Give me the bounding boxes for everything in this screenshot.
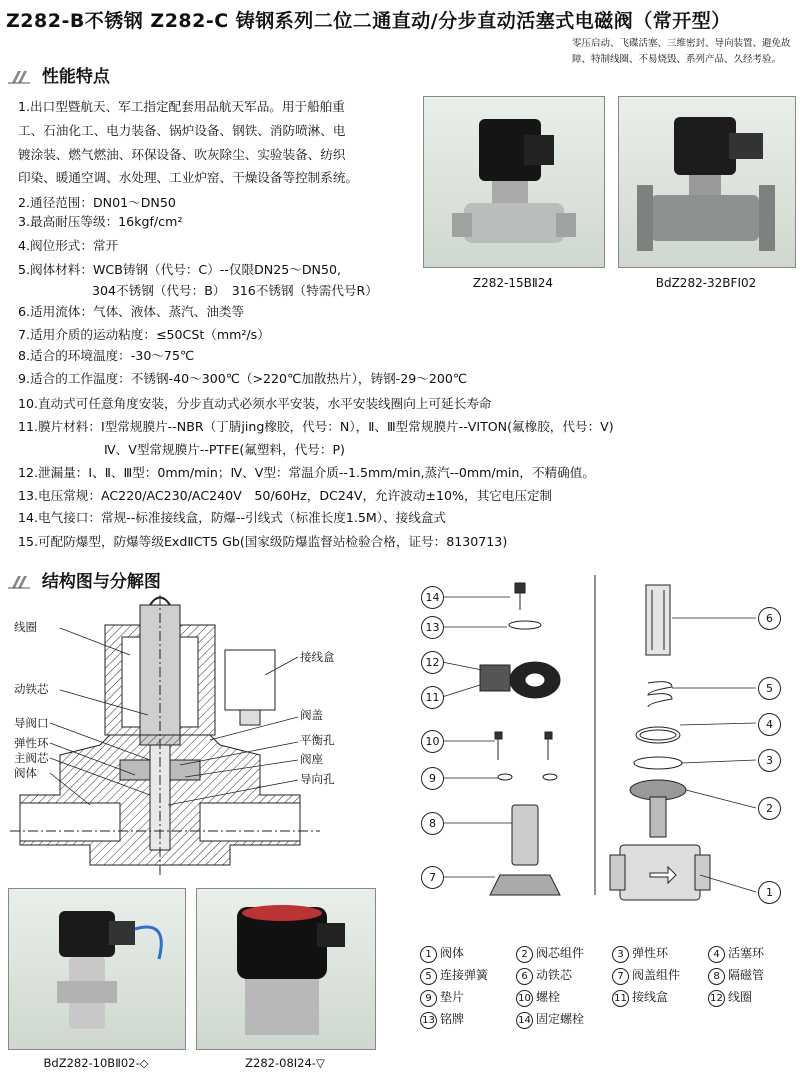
legend-number: 13 xyxy=(420,1012,437,1029)
product-photo-3 xyxy=(8,888,186,1050)
part-callout-7: 7 xyxy=(421,866,444,889)
diagram-label-bonnet: 阀盖 xyxy=(300,708,323,722)
feature-line: 3.最高耐压等级：16kgf/cm² xyxy=(18,214,183,229)
legend-text: 固定螺栓 xyxy=(536,1012,585,1026)
section-structure-title: 结构图与分解图 xyxy=(41,572,161,592)
legend-number: 12 xyxy=(708,990,725,1007)
feature-line: 304不锈钢（代号：B） 316不锈钢（特需代号R） xyxy=(92,283,378,298)
page-title: Z282-B不锈钢 Z282-C 铸钢系列二位二通直动/分步直动活塞式电磁阀（常开型） xyxy=(6,10,731,32)
feature-line: 12.泄漏量：Ⅰ、Ⅱ、Ⅲ型：0mm/min；Ⅳ、Ⅴ型：常温介质--1.5mm/min,蒸汽--0mm/min，不精确值。 xyxy=(18,465,595,480)
feature-line: 11.膜片材料：Ⅰ型常规膜片--NBR（丁腈jing橡胶，代号：N），Ⅱ、Ⅲ型常规膜片--VITON(氟橡胶，代号：V) xyxy=(18,419,614,434)
legend-text: 阀体 xyxy=(440,946,465,960)
legend-item xyxy=(708,944,764,963)
diagram-label-plunger: 动铁芯 xyxy=(14,682,49,696)
legend-text: 线圈 xyxy=(728,990,753,1004)
feature-line: 7.适用介质的运动粘度：≤50CSt（mm²/s） xyxy=(18,327,270,342)
part-callout-9: 9 xyxy=(421,767,444,790)
legend-item xyxy=(516,988,560,1007)
legend-item xyxy=(612,988,668,1007)
part-callout-13: 13 xyxy=(421,616,444,639)
legend-number: 5 xyxy=(420,968,437,985)
feature-line: 9.适合的工作温度：不锈钢-40～300℃（>220℃加散热片），铸钢-29～200℃ xyxy=(18,371,468,386)
legend-number: 9 xyxy=(420,990,437,1007)
legend-number: 7 xyxy=(612,968,629,985)
section-marker-icon xyxy=(8,70,30,84)
feature-line: 工、石油化工、电力装备、锅炉设备、钢铁、消防喷淋、电 xyxy=(18,123,346,138)
legend-text: 螺栓 xyxy=(536,990,561,1004)
legend-item xyxy=(420,988,464,1007)
legend-text: 铭牌 xyxy=(440,1012,465,1026)
exploded-view xyxy=(410,575,800,925)
diagram-label-guide-hole: 导向孔 xyxy=(300,772,335,786)
legend-item xyxy=(420,1010,464,1029)
legend-item xyxy=(612,966,680,985)
section-marker-icon xyxy=(8,575,30,589)
feature-line: 8.适合的环境温度：-30～75℃ xyxy=(18,348,195,363)
legend-number: 3 xyxy=(612,946,629,963)
legend-item xyxy=(516,944,584,963)
part-callout-11: 11 xyxy=(421,686,444,709)
diagram-label-valve-body: 阀体 xyxy=(14,766,37,780)
feature-line: 5.阀体材料：WCB铸钢（代号：C）--仅限DN25～DN50, xyxy=(18,262,341,277)
legend-number: 4 xyxy=(708,946,725,963)
legend-text: 阀芯组件 xyxy=(536,946,585,960)
legend-text: 接线盒 xyxy=(632,990,669,1004)
photo-caption-4: Z282-08Ⅰ24-▽ xyxy=(245,1056,325,1070)
product-photo-1 xyxy=(423,96,605,268)
diagram-label-pilot-port: 导阀口 xyxy=(14,716,49,730)
legend-number: 1 xyxy=(420,946,437,963)
legend-number: 10 xyxy=(516,990,533,1007)
feature-line: 4.阀位形式：常开 xyxy=(18,238,119,253)
part-callout-14: 14 xyxy=(421,586,444,609)
legend-item xyxy=(420,944,464,963)
feature-line: 15.可配防爆型，防爆等级ExdⅡCT5 Gb(国家级防爆监督站检验合格，证号：8130713) xyxy=(18,534,508,549)
legend-text: 连接弹簧 xyxy=(440,968,489,982)
diagram-label-valve-seat: 阀座 xyxy=(300,752,323,766)
part-callout-4: 4 xyxy=(758,713,781,736)
legend-text: 活塞环 xyxy=(728,946,765,960)
diagram-label-coil: 线圈 xyxy=(14,620,37,634)
legend-item xyxy=(708,966,764,985)
diagram-label-junction-box: 接线盒 xyxy=(300,650,335,664)
legend-item xyxy=(516,966,572,985)
cross-section-diagram xyxy=(0,595,400,875)
part-callout-2: 2 xyxy=(758,797,781,820)
part-callout-5: 5 xyxy=(758,677,781,700)
legend-text: 弹性环 xyxy=(632,946,669,960)
legend-text: 垫片 xyxy=(440,990,465,1004)
legend-item xyxy=(708,988,752,1007)
legend-number: 14 xyxy=(516,1012,533,1029)
legend-number: 2 xyxy=(516,946,533,963)
feature-line: 镀涂装、燃气燃油、环保设备、吹灰除尘、实验装备、纺织 xyxy=(18,147,346,162)
part-callout-12: 12 xyxy=(421,651,444,674)
part-callout-3: 3 xyxy=(758,749,781,772)
section-structure-heading xyxy=(8,567,161,592)
part-callout-8: 8 xyxy=(421,812,444,835)
photo-caption-3: BdZ282-10BⅡ02-◇ xyxy=(43,1056,149,1070)
diagram-label-elastic-ring: 弹性环 xyxy=(14,736,49,750)
feature-line: Ⅳ、Ⅴ型常规膜片--PTFE(氟塑料，代号：P) xyxy=(104,442,345,457)
legend-text: 隔磁管 xyxy=(728,968,765,982)
photo-caption-1: Z282-15BⅡ24 xyxy=(472,276,554,290)
diagram-label-balance-hole: 平衡孔 xyxy=(300,733,335,747)
part-callout-6: 6 xyxy=(758,607,781,630)
feature-line: 6.适用流体：气体、液体、蒸汽、油类等 xyxy=(18,304,245,319)
legend-text: 阀盖组件 xyxy=(632,968,681,982)
section-features-heading xyxy=(8,62,110,87)
feature-line: 10.直动式可任意角度安装，分步直动式必须水平安装，水平安装线圈向上可延长寿命 xyxy=(18,396,492,411)
legend-item xyxy=(420,966,488,985)
legend-number: 6 xyxy=(516,968,533,985)
legend-number: 11 xyxy=(612,990,629,1007)
part-callout-1: 1 xyxy=(758,881,781,904)
feature-line: 1.出口型暨航天、军工指定配套用品航天军品。用于船舶重 xyxy=(18,99,345,114)
section-features-title: 性能特点 xyxy=(41,67,110,87)
legend-text: 动铁芯 xyxy=(536,968,573,982)
legend-number: 8 xyxy=(708,968,725,985)
legend-item xyxy=(516,1010,584,1029)
feature-line: 13.电压常规：AC220/AC230/AC240V 50/60Hz，DC24V，允许波动±10%，其它电压定制 xyxy=(18,488,553,503)
feature-line: 14.电气接口：常规--标准接线盒，防爆--引线式（标准长度1.5M）、接线盒式 xyxy=(18,510,447,525)
product-photo-4 xyxy=(196,888,376,1050)
legend-item xyxy=(612,944,668,963)
diagram-label-main-spool: 主阀芯 xyxy=(14,751,49,765)
photo-caption-2: BdZ282-32BFⅠ02 xyxy=(655,276,757,290)
feature-line: 2.通径范围：DN01～DN50 xyxy=(18,195,176,210)
feature-line: 印染、暖通空调、水处理、工业炉窑、干燥设备等控制系统。 xyxy=(18,170,359,185)
tagline: 零压启动、飞碟活塞、三维密封、导向装置、避免故障、特制线圈、不易烧毁、系列产品、久经考验。 xyxy=(572,38,791,65)
part-callout-10: 10 xyxy=(421,730,444,753)
product-photo-2 xyxy=(618,96,796,268)
